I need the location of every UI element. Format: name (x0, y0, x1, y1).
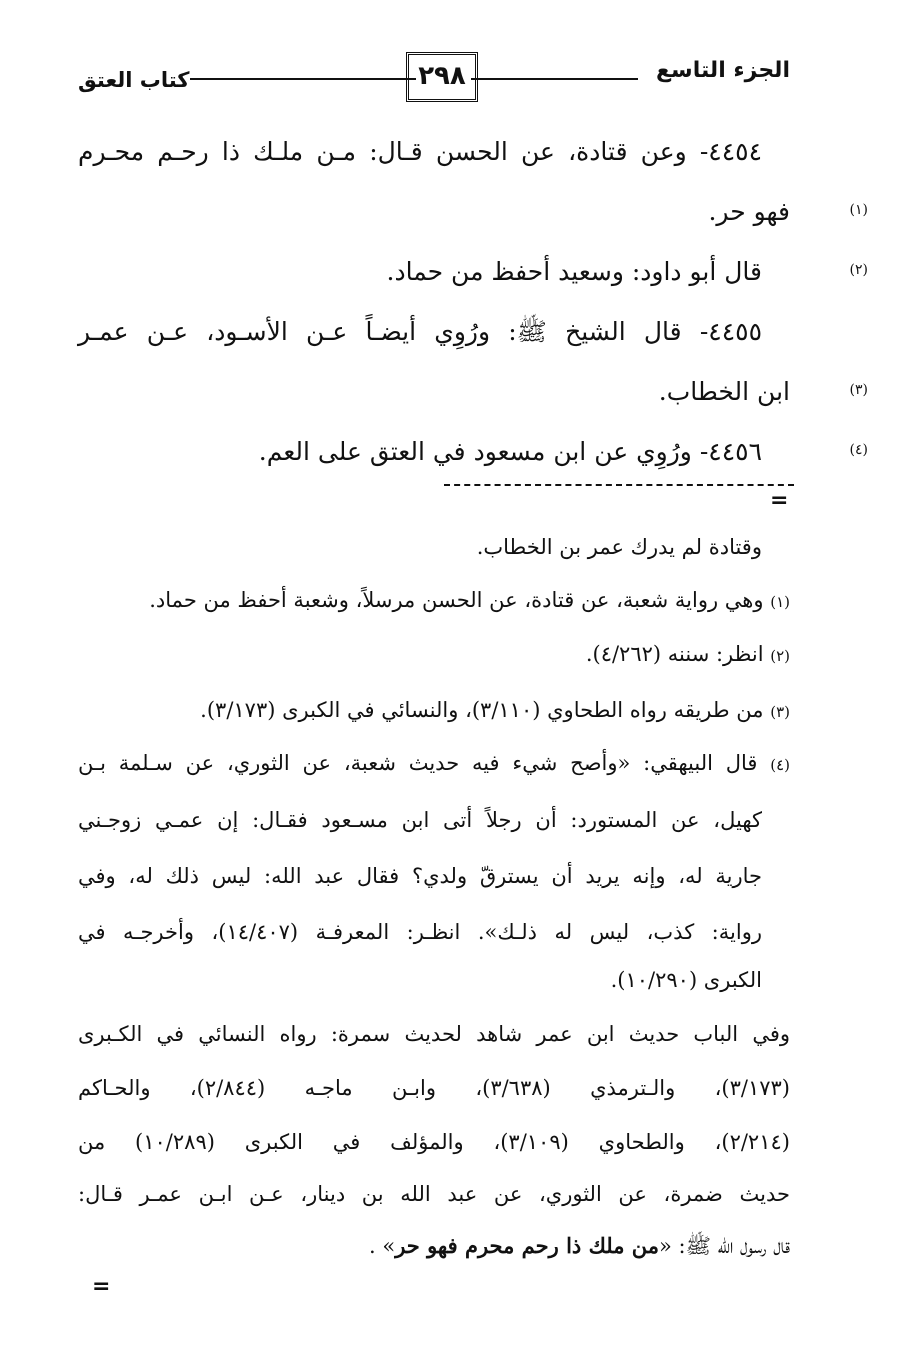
footnote-4-line4: رواية: كذب، ليس له ذلـك». انظـر: المعرفـة (١٤/٤٠٧)، وأخرجـه في (78, 920, 762, 944)
footnote-ref-1: (١) (849, 202, 868, 218)
hadith-4456-text: ٤٤٥٦- ورُوِي عن ابن مسعود في العتق على العم (266, 437, 762, 466)
book-title: كتاب العتق (78, 68, 190, 92)
footnote-extra-line5 (78, 1232, 790, 1260)
footnote-extra-line2: (٣/١٧٣)، والـترمذي (٣/٦٣٨)، وابـن ماجـه (٢/٨٤٤)، والحـاكم (78, 1076, 790, 1100)
hadith-4455-line1: ٤٤٥٥- قال الشيخ ﷺ: ورُوِي أيضـاً عـن الأسـود، عـن عمـر (78, 317, 762, 346)
footnote-ref-3: (٣) (849, 382, 868, 398)
footnote-1 (78, 586, 790, 616)
footnote-3-text: من طريقه رواه الطحاوي (٣/١١٠)، والنسائي في الكبرى (٣/١٧٣). (200, 698, 764, 722)
part-title: الجزء التاسع (656, 58, 790, 83)
header-rule-right (471, 78, 638, 80)
hadith-4454-line2: فهو حر (١) . (78, 196, 790, 228)
header-rule-left (190, 78, 416, 80)
footnote-2-text: انظر: سننه (٤/٢٦٢). (585, 642, 764, 666)
hadith-4454-line1: ٤٤٥٤- وعن قتادة، عن الحسن قـال: مـن ملـك ذا رحـم محـرم (78, 137, 762, 166)
abu-dawud-remark: قال أبو داود: وسعيد أحفظ من حماد (٢) . (78, 256, 790, 288)
hadith-quote-close: » . (369, 1234, 396, 1258)
continuation-mark-bottom: = (92, 1274, 111, 1299)
hadith-4456: ٤٤٥٦- ورُوِي عن ابن مسعود في العتق على العم (٤) . (78, 436, 790, 468)
footnote-extra-line1: وفي الباب حديث ابن عمر شاهد لحديث سمرة: رواه النسائي في الكـبرى (78, 1022, 790, 1046)
footnote-ref-4: (٤) (849, 442, 868, 458)
footnote-2 (78, 640, 790, 670)
hadith-quote-text: من ملك ذا رحم محرم فهو حر (395, 1233, 660, 1258)
hadith-quote-open: قال رسول الله ﷺ: « (659, 1234, 790, 1258)
footnote-4-line1 (78, 749, 790, 779)
footnote-ref-2: (٢) (849, 262, 868, 278)
footnote-1-text: وهي رواية شعبة، عن قتادة، عن الحسن مرسلاً، وشعبة أحفظ من حماد. (149, 588, 764, 612)
footnote-2-number: (٢) (770, 647, 790, 665)
hadith-4455-text: ابن الخطاب (666, 377, 790, 406)
continuation-mark-top: = (770, 488, 789, 513)
footnote-1-number: (١) (770, 593, 790, 611)
footnote-extra-line3: (٢/٢١٤)، والطحاوي (٣/١٠٩)، والمؤلف في الكبرى (١٠/٢٨٩) من (78, 1130, 790, 1154)
page-number: ٢٩٨ (406, 52, 478, 102)
abu-dawud-text: قال أبو داود: وسعيد أحفظ من حماد (394, 257, 762, 286)
footnote-separator (444, 484, 794, 486)
hadith-4455-line2: ابن الخطاب (٣) . (78, 376, 790, 408)
footnote-4-line3: جارية له، وإنه يريد أن يسترقّ ولدي؟ فقال عبد الله: ليس ذلك له، وفي (78, 864, 762, 888)
footnote-3 (78, 696, 790, 726)
footnote-4-line2: كهيل، عن المستورد: أن رجلاً أتى ابن مسـعود فقـال: إن عمـي زوجـني (78, 808, 762, 832)
footnote-3-number: (٣) (770, 703, 790, 721)
footnote-carryover: وقتادة لم يدرك عمر بن الخطاب. (476, 535, 762, 559)
hadith-4454-text: فهو حر (716, 197, 790, 226)
footnote-4-line5: الكبرى (١٠/٢٩٠). (610, 968, 762, 992)
footnote-extra-line4: حديث ضمرة، عن الثوري، عن عبد الله بن دينار، عـن ابـن عمـر قـال: (78, 1182, 790, 1206)
footnote-4-text-1: قال البيهقي: «وأصح شيء فيه حديث شعبة، عن الثوري، عن سـلمة بـن (78, 751, 758, 775)
page-header (78, 52, 798, 104)
footnote-4-number: (٤) (770, 756, 790, 774)
